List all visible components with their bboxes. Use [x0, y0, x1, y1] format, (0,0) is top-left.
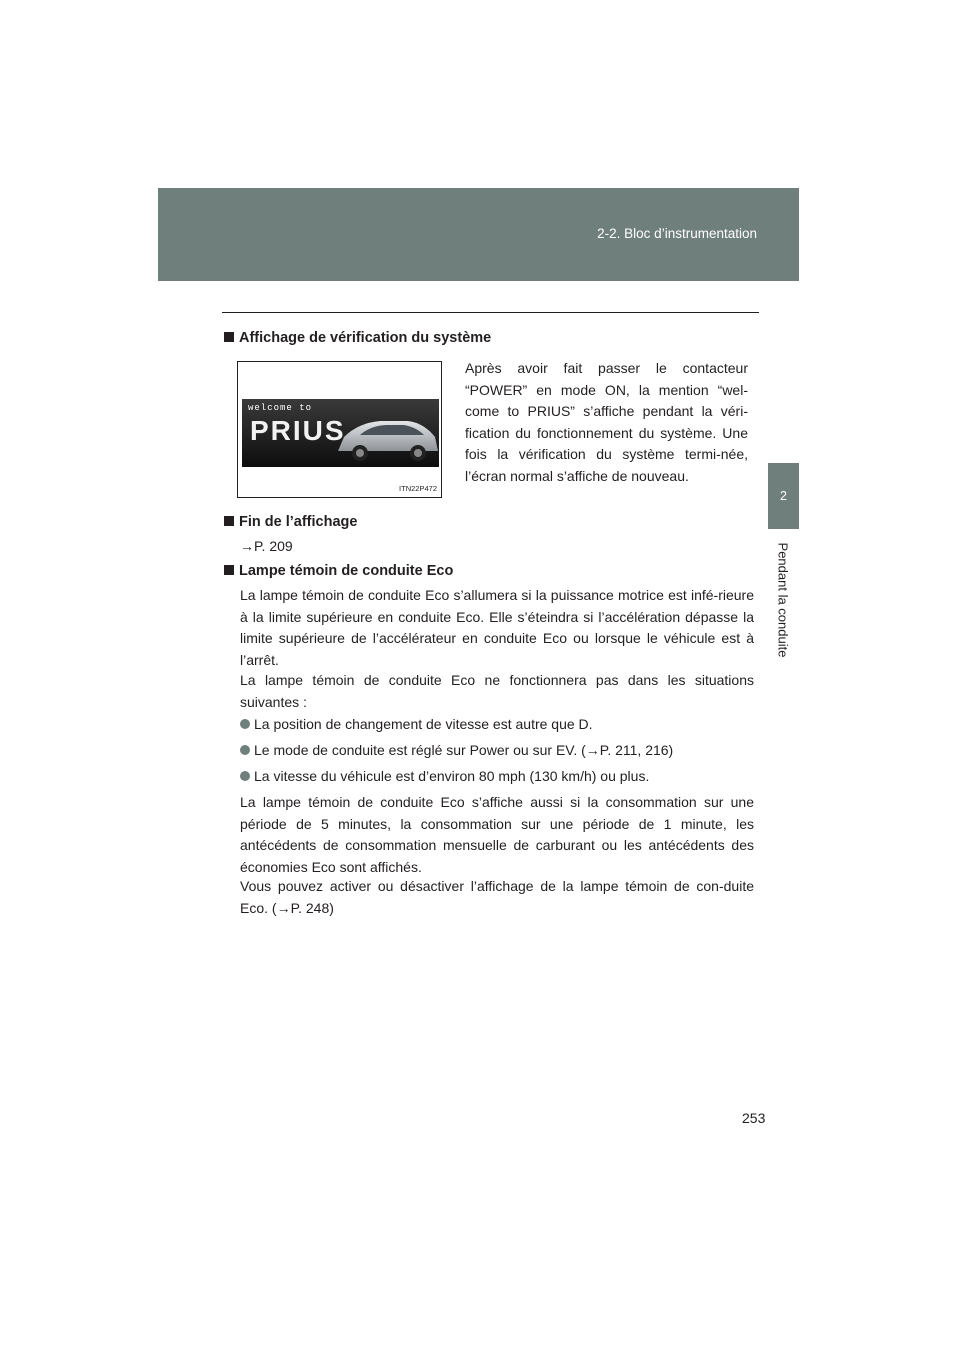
eco-lamp-condition: Le mode de conduite est réglé sur Power ou sur EV. (→P. 211, 216) — [240, 740, 754, 762]
eco-lamp-condition: La position de changement de vitesse est autre que D. — [240, 714, 754, 736]
system-check-paragraph: Après avoir fait passer le contacteur “POWER” en mode ON, la mention “wel-come to PRIUS” s’affiche pendant la véri-fication du fonctionnement du système. Une fois la vérification du système termi-née, l’écran normal s’affiche de nouveau. — [465, 360, 748, 484]
bullet-dot-icon — [240, 771, 250, 781]
square-bullet-icon — [224, 332, 234, 342]
bullet-dot-icon — [240, 719, 250, 729]
prius-logo-text: PRIUS — [250, 415, 346, 446]
heading-eco-lamp: Lampe témoin de conduite Eco — [224, 563, 453, 579]
eco-lamp-paragraph-4: Vous pouvez activer ou désactiver l’affichage de la lampe témoin de con-duite Eco. (→P. 248) — [240, 878, 754, 916]
square-bullet-icon — [224, 565, 234, 575]
page-number: 253 — [742, 1110, 766, 1126]
welcome-screen-image — [242, 399, 439, 467]
eco-lamp-paragraph-2: La lampe témoin de conduite Eco ne fonctionnera pas dans les situations suivantes : — [240, 672, 754, 710]
bullet-dot-icon — [240, 745, 250, 755]
chapter-tab — [768, 463, 799, 529]
eco-lamp-paragraph-1: La lampe témoin de conduite Eco s’allumera si la puissance motrice est infé-rieure à la limite supérieure en conduite Eco. Elle s’éteindra si l’accélération dépasse la limite supérieure de l’accélérateur en conduite Eco ou lorsque le véhicule est à l’arrêt. — [240, 587, 754, 668]
welcome-text: welcome to — [248, 403, 313, 413]
welcome-display-figure — [237, 361, 442, 498]
top-rule — [222, 312, 759, 313]
heading-end-display: Fin de l’affichage — [224, 514, 357, 530]
section-title: 2-2. Bloc d’instrumentation — [597, 226, 757, 241]
eco-lamp-condition: La vitesse du véhicule est d’environ 80 mph (130 km/h) ou plus. — [240, 766, 754, 788]
figure-code: ITN22P472 — [399, 484, 437, 493]
chapter-title: Pendant la conduite — [775, 542, 791, 658]
section-header-band — [158, 188, 799, 281]
eco-lamp-paragraph-3: La lampe témoin de conduite Eco s’affiche aussi si la consommation sur une période de 5 minutes, la consommation sur une période de 1 minute, les antécédents de consommation mensuelle de carburant ou les antécédents des économies Eco sont affichés. — [240, 794, 754, 875]
square-bullet-icon — [224, 516, 234, 526]
chapter-number: 2 — [780, 489, 787, 503]
end-display-reference: →P. 209 — [240, 538, 293, 554]
heading-system-check: Affichage de vérification du système — [224, 330, 491, 346]
